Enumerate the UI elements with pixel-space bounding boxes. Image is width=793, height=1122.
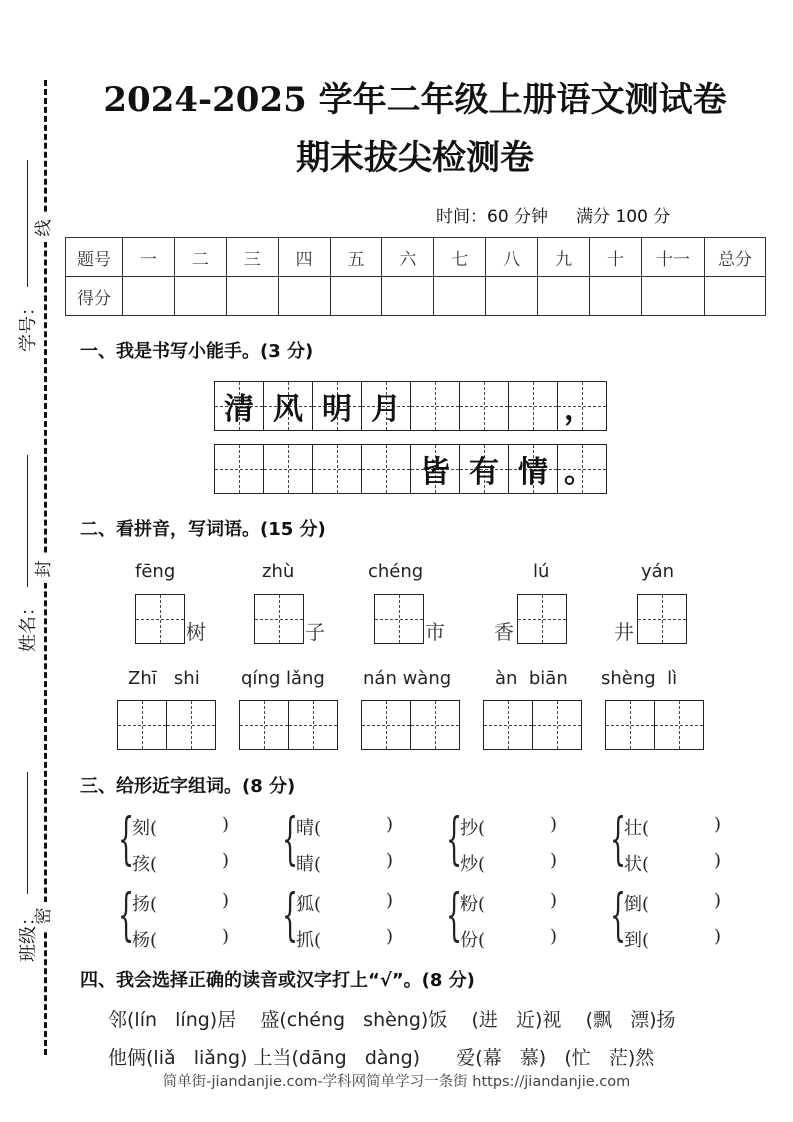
- writing-cell[interactable]: 清: [214, 381, 264, 431]
- writing-cell[interactable]: [605, 700, 655, 750]
- similar-char-pair: { 粉( ) 份( ): [446, 883, 558, 951]
- writing-cell[interactable]: [517, 594, 567, 644]
- writing-cell[interactable]: [483, 700, 533, 750]
- score-header-cell: 六: [382, 238, 434, 277]
- score-input-cell[interactable]: [538, 277, 590, 316]
- score-header-cell: 二: [174, 238, 226, 277]
- student-id-label: 学号：: [18, 298, 39, 352]
- section2-heading: 二、看拼音，写词语。(15 分): [80, 519, 326, 540]
- student-id-line[interactable]: [27, 160, 28, 287]
- pinyin-label: lú: [533, 561, 550, 582]
- similar-char-pair: { 扬( ) 杨( ): [118, 883, 230, 951]
- score-input-cell[interactable]: [278, 277, 330, 316]
- brace-icon: {: [610, 807, 627, 872]
- writing-cell[interactable]: 皆: [410, 444, 460, 494]
- section3-heading: 三、给形近字组词。(8 分): [80, 776, 296, 797]
- question-number-row: [66, 238, 766, 277]
- score-header-cell: 十一: [642, 238, 705, 277]
- similar-char-pair: { 壮( ) 状( ): [610, 807, 722, 875]
- writing-cell[interactable]: [117, 700, 167, 750]
- pinyin-label: shèng lì: [601, 668, 678, 689]
- seal-word-seal: 封: [30, 555, 58, 583]
- writing-cell[interactable]: [288, 700, 338, 750]
- score-header-cell: 八: [486, 238, 538, 277]
- score-header-cell: 总分: [705, 238, 766, 277]
- writing-cell[interactable]: [410, 700, 460, 750]
- score-table: [65, 237, 766, 316]
- score-input-cell[interactable]: [226, 277, 278, 316]
- writing-cell[interactable]: [361, 700, 411, 750]
- brace-icon: {: [118, 807, 135, 872]
- score-header-cell: 九: [538, 238, 590, 277]
- given-character: 市: [425, 620, 445, 644]
- pinyin-label: fēng: [135, 561, 176, 582]
- writing-cell[interactable]: [135, 594, 185, 644]
- score-row-label: 得分: [66, 277, 123, 316]
- writing-cell[interactable]: [214, 444, 264, 494]
- score-input-cell[interactable]: [590, 277, 642, 316]
- writing-cell[interactable]: [263, 444, 313, 494]
- score-input-cell[interactable]: [330, 277, 382, 316]
- given-character: 树: [186, 620, 206, 644]
- writing-cell[interactable]: 有: [459, 444, 509, 494]
- brace-icon: {: [446, 883, 463, 948]
- class-label: 班级：: [18, 908, 39, 962]
- pinyin-label: qíng lǎng: [241, 668, 325, 689]
- score-input-cell[interactable]: [382, 277, 434, 316]
- watermark-footer: 简单街-jiandanjie.com-学科网简单学习一条街 https://jiandanjie.com: [162, 1074, 631, 1090]
- writing-cell[interactable]: 情: [508, 444, 558, 494]
- brace-icon: {: [282, 807, 299, 872]
- score-input-cell[interactable]: [705, 277, 766, 316]
- score-header-cell: 一: [123, 238, 175, 277]
- pinyin-label: zhù: [262, 561, 295, 582]
- full-score: 满分 100 分: [576, 207, 671, 227]
- writing-cell[interactable]: 。: [557, 444, 607, 494]
- score-input-cell[interactable]: [642, 277, 705, 316]
- class-line[interactable]: [27, 772, 28, 894]
- similar-char-pair: { 倒( ) 到( ): [610, 883, 722, 951]
- writing-cell[interactable]: [239, 700, 289, 750]
- score-header-cell: 三: [226, 238, 278, 277]
- exam-meta: [436, 202, 698, 227]
- brace-icon: {: [282, 883, 299, 948]
- brace-icon: {: [610, 883, 627, 948]
- score-header-cell: 五: [330, 238, 382, 277]
- score-input-cell[interactable]: [486, 277, 538, 316]
- writing-cell[interactable]: [654, 700, 704, 750]
- seal-word-line: 线: [30, 214, 58, 242]
- similar-char-pair: { 晴( ) 睛( ): [282, 807, 394, 875]
- brace-icon: {: [118, 883, 135, 948]
- choice-line-2[interactable]: 他俩(liǎ liǎng) 上当(dāng dàng) 爱(幕 慕) (忙 茫)然: [108, 1047, 655, 1069]
- brace-icon: {: [446, 807, 463, 872]
- exam-subtitle: 期末拔尖检测卷: [296, 138, 534, 178]
- score-header-cell: 题号: [66, 238, 123, 277]
- exam-title: 2024-2025 学年二年级上册语文测试卷: [103, 80, 727, 120]
- seal-word-secret: 密: [30, 902, 58, 930]
- given-character: 井: [614, 620, 634, 644]
- pinyin-label: chéng: [368, 561, 424, 582]
- pinyin-label: yán: [641, 561, 675, 582]
- writing-cell[interactable]: [532, 700, 582, 750]
- score-header-cell: 七: [434, 238, 486, 277]
- name-label: 姓名：: [18, 598, 39, 652]
- writing-cell[interactable]: ，: [557, 381, 607, 431]
- writing-cell[interactable]: [459, 381, 509, 431]
- writing-cell[interactable]: 风: [263, 381, 313, 431]
- score-input-cell[interactable]: [434, 277, 486, 316]
- section1-heading: 一、我是书写小能手。(3 分): [80, 341, 314, 362]
- score-row: [66, 277, 766, 316]
- similar-char-pair: { 狐( ) 抓( ): [282, 883, 394, 951]
- writing-cell[interactable]: [637, 594, 687, 644]
- writing-cell[interactable]: [374, 594, 424, 644]
- time-limit: 时间：60 分钟: [436, 207, 549, 227]
- score-header-cell: 四: [278, 238, 330, 277]
- pinyin-label: Zhī shi: [128, 668, 200, 689]
- pinyin-label: àn biān: [495, 668, 568, 689]
- similar-char-pair: { 抄( ) 炒( ): [446, 807, 558, 875]
- writing-cell[interactable]: [361, 444, 411, 494]
- writing-cell[interactable]: [508, 381, 558, 431]
- writing-cell[interactable]: [312, 444, 362, 494]
- given-character: 子: [305, 620, 325, 644]
- writing-cell[interactable]: [410, 381, 460, 431]
- score-header-cell: 十: [590, 238, 642, 277]
- given-character: 香: [494, 620, 514, 644]
- writing-cell[interactable]: 月: [361, 381, 411, 431]
- similar-char-pair: { 刻( ) 孩( ): [118, 807, 230, 875]
- writing-cell[interactable]: [254, 594, 304, 644]
- writing-cell[interactable]: 明: [312, 381, 362, 431]
- name-line[interactable]: [27, 455, 28, 587]
- writing-cell[interactable]: [166, 700, 216, 750]
- section4-heading: 四、我会选择正确的读音或汉字打上“√”。(8 分): [80, 970, 475, 991]
- score-input-cell[interactable]: [123, 277, 175, 316]
- score-input-cell[interactable]: [174, 277, 226, 316]
- pinyin-label: nán wàng: [363, 668, 452, 689]
- choice-line-1[interactable]: 邻(lín líng)居 盛(chéng shèng)饭 (进 近)视 (飘 漂)扬: [108, 1009, 676, 1031]
